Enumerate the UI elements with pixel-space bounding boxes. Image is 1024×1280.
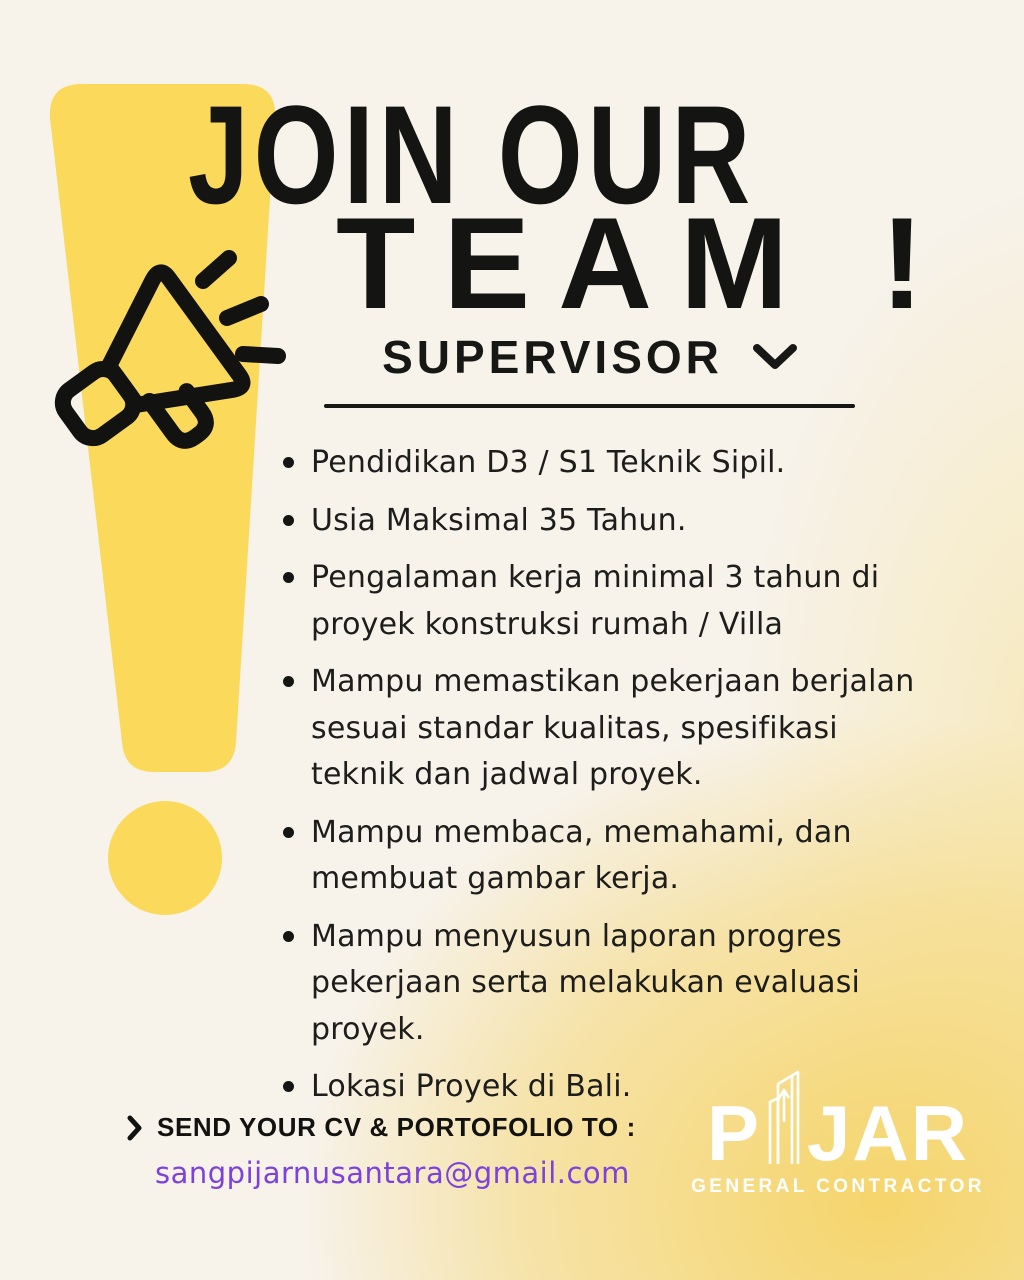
requirement-item [283,810,931,903]
requirement-text: Lokasi Proyek di Bali. [311,1069,632,1104]
contact-email-link[interactable]: sangpijarnusantara@gmail.com [155,1156,630,1190]
role-title: SUPERVISOR [382,331,723,383]
role-heading [324,330,855,384]
requirement-text: Pengalaman kerja minimal 3 tahun di proyek konstruksi rumah / Villa [311,560,880,642]
cta-row [126,1112,636,1143]
requirement-text: Mampu memastikan pekerjaan berjalan sesuai standar kualitas, spesifikasi teknik dan jadwal proyek. [311,664,915,792]
requirement-item [283,914,931,1054]
poster-title-line1: JOIN OUR [188,76,756,233]
divider-line [324,404,855,408]
requirement-item [283,440,931,487]
bullet-dot-icon [283,572,294,583]
logo-wordmark [706,1060,970,1177]
logo-text-suffix: JAR [806,1088,970,1177]
bullet-dot-icon [283,676,294,687]
building-icon [762,1060,806,1166]
logo-text-prefix: P [706,1088,761,1177]
requirement-text: Usia Maksimal 35 Tahun. [311,502,687,538]
requirement-text: Mampu membaca, memahami, dan membuat gambar kerja. [311,814,852,896]
logo-tagline: GENERAL CONTRACTOR [691,1176,985,1197]
chevron-right-icon [126,1114,143,1142]
cta-label: SEND YOUR CV & PORTOFOLIO TO : [157,1112,636,1142]
bullet-dot-icon [283,827,294,838]
megaphone-icon [45,245,295,480]
requirement-item [283,498,931,545]
requirement-text: Pendidikan D3 / S1 Teknik Sipil. [311,445,786,480]
poster-title-line2: TEAM ! [336,190,952,336]
chevron-down-icon [753,344,797,370]
requirement-item [283,659,931,799]
requirement-item [283,555,931,648]
bullet-dot-icon [283,457,294,468]
requirement-text: Mampu menyusun laporan progres pekerjaan serta melakukan evaluasi proyek. [311,918,861,1047]
bullet-dot-icon [283,931,294,942]
company-logo [688,1060,988,1198]
bullet-dot-icon [283,515,294,526]
requirements-list [283,440,931,1122]
bullet-dot-icon [283,1081,294,1092]
